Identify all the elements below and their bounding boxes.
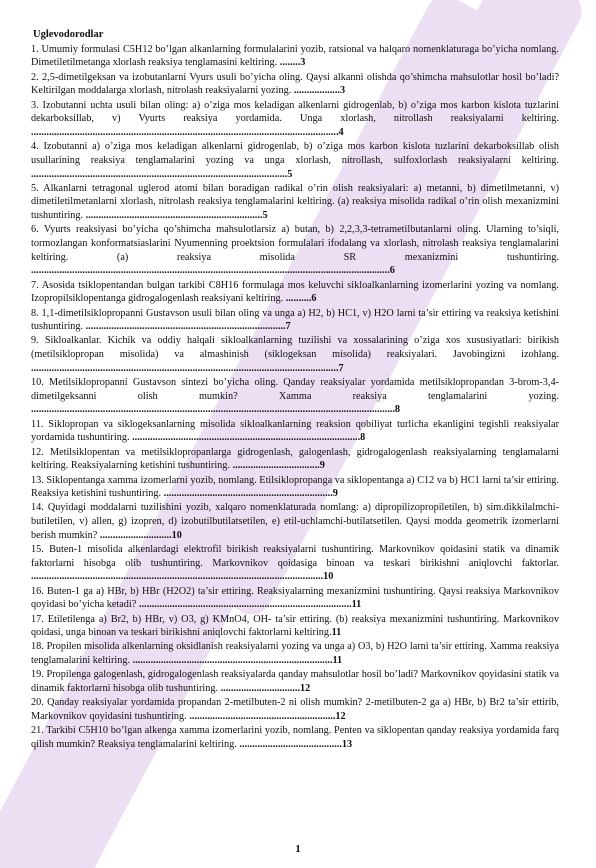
toc-dot-leader: ........ [279, 57, 301, 69]
toc-dot-leader: .............................................................................. [132, 655, 333, 667]
question-item [31, 585, 559, 612]
question-text: 17. Etiletilenga a) Br2, b) HBr, v) O3, g) KMnO4, OH- ta’sir ettiring. (b) reaksiya mexanizmini tushuntiring. Markovnikov qoidasi, unga binoan va teskari birikishni aniqlovchi faktorlarni keltiring. [31, 613, 559, 639]
toc-dot-leader: ............................................................................................................................................ [31, 265, 390, 277]
question-item [31, 474, 559, 501]
question-text: 4. Izobutanni a) o’ziga mos keladigan alkenlarni gidrogenlab, b) o’ziga mos karbon kislota tuzlarini dekarboksillab olish usullarining reaksiya tenglamalarini yozing va unga xlorlash, nitrollash, sulfoxlorlash reaksiyalarni keltiring. [31, 141, 559, 166]
question-text: 1. Umumiy formulasi C5H12 bo’lgan alkanlarning formulalarini yozib, ratsional va halqaro nomenklaturaga bo’yicha nomlang. Dimetiletilmetanga xlorlash reaksiya tenglamasini keltiring. [31, 43, 559, 69]
toc-dot-leader: .............................................................................. [85, 321, 286, 333]
question-item [31, 418, 559, 445]
question-text: 18. Propilen misolida alkenlarning oksidlanish reaksiyalarni yozing va unga a) O3, b) H2O larni ta’sir ettiring. Xamma reaksiya tenglamalarini keltiring. [31, 641, 559, 667]
toc-dot-leader: ......................................................................................... [132, 432, 361, 444]
question-item [31, 640, 559, 667]
question-text: 3. Izobutanni uchta usuli bilan oling: a) o’ziga mos keladigan alkenlarni gidrogenlab, b) o’ziga mos karbon kislota tuzlarini dekarboksillab, v) Vyurts reaksiya yordamida. Unga xlorlash, nitrollash reaksiyalarni keltiring. [31, 99, 559, 125]
toc-page-ref: 10 [171, 529, 182, 541]
toc-page-ref: 9 [332, 488, 338, 500]
toc-dot-leader: ............................ [99, 529, 172, 541]
toc-page-ref: 12 [300, 683, 311, 695]
toc-dot-leader: .......... [285, 293, 312, 305]
toc-dot-leader: .................................................................................................................. [31, 571, 324, 583]
question-item [31, 279, 559, 306]
question-text: 16. Buten-1 ga a) HBr, b) HBr (H2O2) ta’sir ettiring. Reaksiyalarning mexanizmini tushuntiring. Qaysi reaksiya Markovnikov qoyidasi bo’yicha ketadi? [31, 585, 559, 611]
toc-dot-leader: .................. [293, 85, 340, 97]
toc-dot-leader: .............................................................................................................................................. [31, 404, 395, 416]
question-item [31, 501, 559, 542]
toc-page-ref: 5 [262, 210, 268, 222]
toc-page-ref: 6 [389, 265, 395, 277]
toc-page-ref: 11 [331, 627, 342, 639]
toc-dot-leader: ............................... [220, 683, 301, 695]
page-number: 1 [295, 843, 301, 855]
question-item [31, 446, 559, 473]
question-item [31, 223, 559, 278]
toc-page-ref: 4 [338, 126, 344, 138]
question-text: 6. Vyurts reaksiyasi bo’yicha qo’shimcha mahsulotlarsiz a) butan, b) 2,2,3,3-tetrametilbutanlarni oling. Ularning to’siqli, tormozlangan konformatsiaslarini Nyumenning proektsion formulalari ifodalang va xlorlash, nitrolash reaksiya tenglamalarini keltiring. (a) reaksiya misolida SR mexanizmini tushuntiring. [31, 224, 559, 263]
question-item [31, 724, 559, 751]
question-text: 21. Tarkibi C5H10 bo’lgan alkenga xamma izomerlarini yozib, nomlang. Penten va siklopentan qanday reaksiya yordamida farq qilish mumkin? Reaksiya tenglamalarini keltiring. [31, 725, 559, 750]
question-text: 7. Asosida tsiklopentandan bulgan tarkibi C8H16 formulaga mos keluvchi sikloalkanlarning izomerlarini yozing va nomlang. Izopropilsiklopentanga gidrogalogenlash reaksiyani keltiring. [31, 279, 559, 305]
toc-page-ref: 11 [351, 599, 362, 611]
toc-dot-leader: .................................................................. [163, 488, 333, 500]
question-item [31, 182, 559, 223]
toc-page-ref: 6 [311, 293, 317, 305]
toc-page-ref: 7 [285, 321, 291, 333]
toc-page-ref: 9 [319, 460, 325, 472]
question-text: 10. Metilsiklopropanni Gustavson sintezi bo’yicha oling. Qanday reaksiyalar yordamida metilsiklopropandan 3-brom-3,4-dimetilgeksanni olish mumkin? Xamma reaksiya tenglamalarini yozing. [31, 377, 559, 402]
question-text: 15. Buten-1 misolida alkenlardagi elektrofil birikish reaksiyalarni tushuntiring. Markovnikov qoidasini statik va dinamik faktorlarni hisobga olib tushuntiring. Markovnikov qoidasiga binoan va teskari birikishni aniqlovchi faktorlar. [31, 544, 559, 569]
toc-page-ref: 3 [300, 57, 306, 69]
toc-page-ref: 11 [332, 655, 343, 667]
question-text: 19. Propilenga galogenlash, gidrogalogenlash reaksiyalarda qanday mahsulotlar hosil bo’ladi? Markovnikov qoyidasini statik va dinamik faktorlarni hisobga olib tushuntiring. [31, 669, 559, 695]
question-item [31, 71, 559, 98]
toc-page-ref: 7 [338, 362, 344, 374]
question-item [31, 334, 559, 375]
toc-page-ref: 3 [339, 85, 346, 97]
question-list [31, 43, 559, 752]
question-item [31, 307, 559, 334]
toc-page-ref: 10 [323, 571, 334, 583]
toc-dot-leader: ........................................................................................................................ [31, 126, 339, 138]
question-text: 20. Qanday reaksiyalar yordamida propandan 2-metilbuten-2 ni olish mumkin? 2-metilbuten-2 ga a) HBr, b) Br2 ta’sir ettirib, Markovnikov qoyidasini tushuntiring. [31, 697, 559, 722]
question-text: 11. Siklopropan va siklogeksanlarning misolida sikloalkanlarning reaksion qobiliyat turlicha ekanligini tegishli reaksiyalar yordamida tushuntiring. [31, 418, 559, 444]
question-item [31, 668, 559, 695]
question-list-section [31, 28, 559, 752]
toc-dot-leader: ................................................................................... [138, 599, 352, 611]
toc-dot-leader: ........................................ [239, 738, 342, 750]
toc-page-ref: 8 [360, 432, 366, 444]
question-item [31, 613, 559, 640]
question-text: 8. 1,1-dimetilsiklopropanni Gustavson usuli bilan oling va unga a) H2, b) HC1, v) H2O larni ta’sir ettiring va reaksiya ketishini tushuntiring. [31, 307, 559, 333]
toc-page-ref: 13 [341, 738, 353, 750]
toc-page-ref: 12 [335, 710, 346, 722]
toc-dot-leader: .................................. [232, 460, 320, 472]
question-item [31, 43, 559, 70]
question-text: 12. Metilsiklopentan va metilsiklopropanlarga gidrogenlash, galogenlash, gidrogalogenlash reaksiyalarning tenglamalarni keltiring. Reaksiyalarning ketishini tushuntiring. [31, 446, 559, 472]
toc-page-ref: 5 [287, 168, 293, 180]
toc-page-ref: 8 [394, 404, 400, 416]
document-title: Uglevodorodlar [33, 29, 104, 40]
question-text: 2. 2,5-dimetilgeksan va izobutanlarni Vyurs usuli bo’yicha oling. Qaysi alkanni olishda qo’shimcha mahsulotlar hosil bo’ladi? Keltirilgan moddalarga xlorlash, nitrolash reaksiyalarni yozing. [31, 71, 559, 97]
question-item [31, 376, 559, 417]
toc-dot-leader: ..................................................................... [85, 210, 263, 222]
question-text: 13. Siklopentanga xamma izomerlarni yozib, nomlang. Etilsiklopropanga va siklopentanga a) C12 va b) HC1 larni ta’sir ettiring. Reaksiya ketishini tushuntiring. [31, 474, 559, 500]
question-text: 9. Sikloalkanlar. Kichik va oddiy halqali sikloalkanlarning tuzilishi va xossalarining o’ziga xos xususiyatlari: birikish (metilsiklopropan misolida) va almashinish (siklogeksan misolida) reaksiyalari. Javobingizni izohlang. [31, 335, 559, 361]
question-item [31, 543, 559, 584]
question-item [31, 99, 559, 140]
toc-dot-leader: ........................................................................................................................ [31, 362, 339, 374]
toc-dot-leader: ......................................................... [189, 710, 336, 722]
question-text: 5. Alkanlarni tetragonal uglerod atomi bilan boradigan radikal o’rin olish reaksiyalari: a) metanni, b) dimetilmetanni, v) dimetiletilmetanlarni xlorlash, nitrolash reaksiya tenglamalarini keltiring. (a) reaksiya misolida radikal o’rin olish mexanizmini tushuntiring. [31, 182, 559, 222]
toc-dot-leader: .................................................................................................... [31, 168, 288, 180]
question-text: 14. Quyidagi moddalarni tuzilishini yozib, xalqaro nomenklaturada nomlang: a) dipropilizopropiletilen, b) sim.dikkilalmchi-butiletilen, v) allen, g) izopren, d) izobutilbutilatsetilen, e) etil-uchlamchi-butilatsetilen. Qaysi modda geometrik izomerlarni berish mumkin? [31, 502, 559, 541]
question-item [31, 696, 559, 723]
question-item [31, 140, 559, 181]
